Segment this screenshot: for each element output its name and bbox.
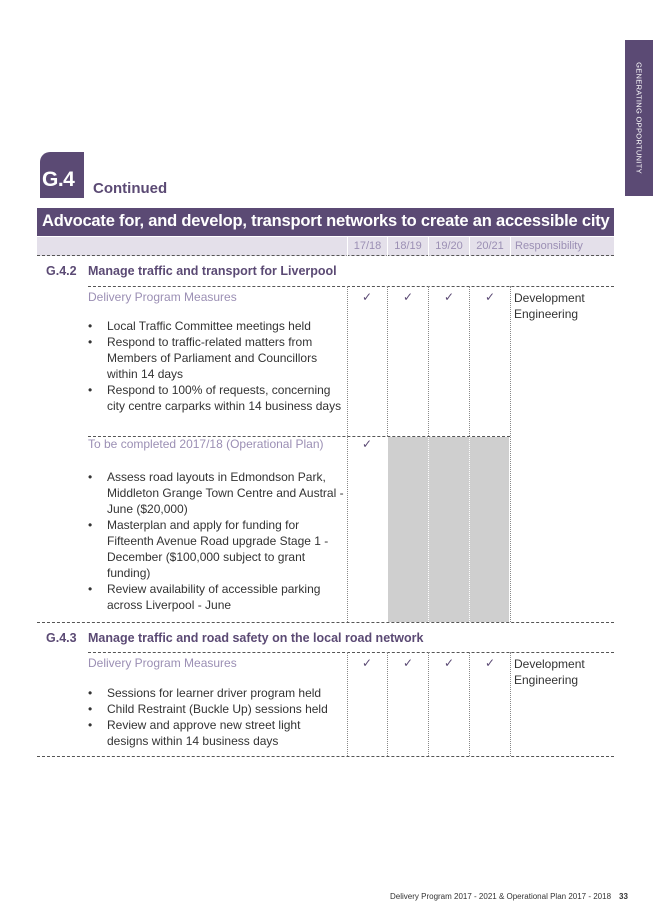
responsibility-text: Development Engineering: [514, 291, 585, 321]
operational-plan-heading: To be completed 2017/18 (Operational Plan): [88, 437, 324, 451]
check-icon: ✓: [403, 290, 414, 304]
list-item: • Assess road layouts in Edmondson Park, Middleton Grange Town Centre and Austral - June ($20,000): [88, 469, 344, 517]
delivery-program-list: [88, 318, 344, 414]
check-icon: ✓: [403, 656, 414, 670]
responsibility-header: Responsibility: [515, 240, 583, 252]
list-item: • Local Traffic Committee meetings held: [88, 318, 344, 334]
check-icon: ✓: [444, 290, 455, 304]
side-section-tab-label: GENERATING OPPORTUNITY: [634, 62, 644, 174]
year-header: 17/18: [353, 240, 382, 252]
footer-text: Delivery Program 2017 - 2021 & Operational Plan 2017 - 2018: [390, 892, 612, 901]
section-title: [46, 264, 337, 278]
page-number: 33: [619, 892, 628, 901]
section-number: G.4.2: [46, 264, 77, 278]
objective-banner: Advocate for, and develop, transport networks to create an accessible city: [37, 208, 614, 236]
delivery-program-list: [88, 685, 344, 749]
list-item: • Respond to traffic-related matters from Members of Parliament and Councillors within 14 days: [88, 334, 344, 382]
section-badge-label: G.4: [42, 168, 75, 191]
check-icon: ✓: [485, 656, 496, 670]
list-item: • Review and approve new street light designs within 14 business days: [88, 717, 344, 749]
shaded-cell: [388, 437, 509, 622]
list-item: • Sessions for learner driver program held: [88, 685, 344, 701]
section-number: G.4.3: [46, 631, 77, 645]
year-header: 18/19: [394, 240, 422, 252]
check-icon: ✓: [362, 656, 373, 670]
operational-plan-list: [88, 469, 344, 613]
continued-label: Continued: [93, 180, 168, 197]
list-item: • Child Restraint (Buckle Up) sessions held: [88, 701, 344, 717]
delivery-program-heading: Delivery Program Measures: [88, 290, 237, 304]
year-header: 20/21: [476, 240, 504, 252]
year-header: 19/20: [435, 240, 463, 252]
page-footer: [390, 892, 628, 901]
check-icon: ✓: [362, 437, 373, 451]
check-icon: ✓: [444, 656, 455, 670]
check-icon: ✓: [485, 290, 496, 304]
check-icon: ✓: [362, 290, 373, 304]
responsibility-text: Development Engineering: [514, 657, 585, 687]
year-header-row: [37, 237, 614, 256]
list-item: • Respond to 100% of requests, concerning city centre carparks within 14 business days: [88, 382, 344, 414]
section-title-text: Manage traffic and road safety on the local road network: [88, 631, 424, 645]
delivery-program-heading: Delivery Program Measures: [88, 656, 237, 670]
side-section-tab: [625, 40, 653, 196]
section-title: [46, 631, 424, 645]
list-item: • Masterplan and apply for funding for Fifteenth Avenue Road upgrade Stage 1 - December ($100,000 subject to grant funding): [88, 517, 344, 581]
list-item: • Review availability of accessible parking across Liverpool - June: [88, 581, 344, 613]
section-title-text: Manage traffic and transport for Liverpool: [88, 264, 337, 278]
